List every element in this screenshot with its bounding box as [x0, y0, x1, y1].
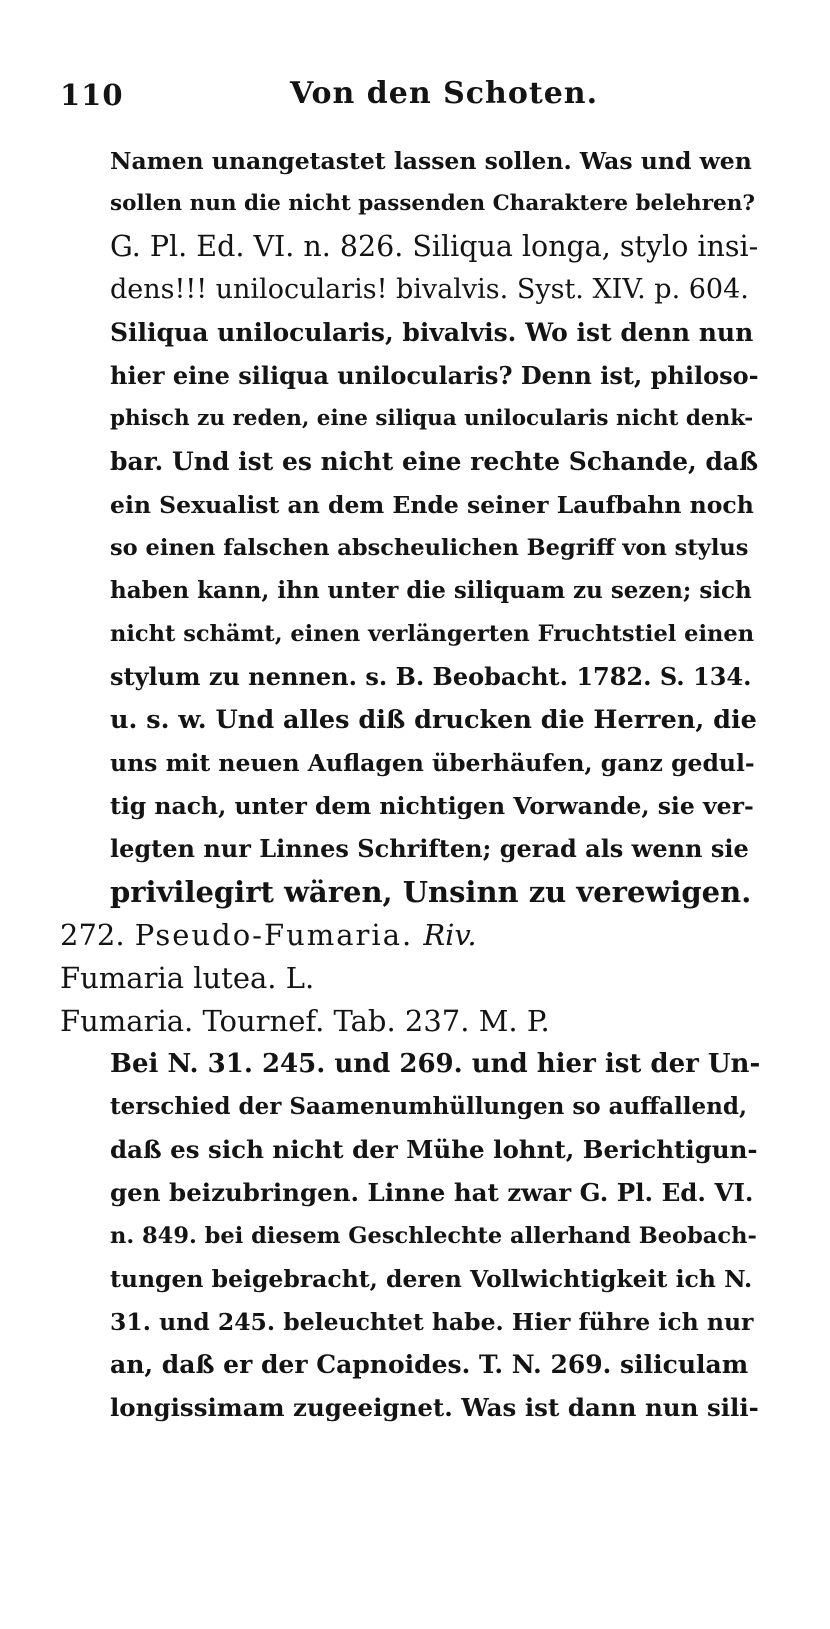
text-line: tig nach, unter dem nichtigen Vorwande, sie ver- [110, 792, 754, 820]
entry-number: 272. [60, 918, 125, 952]
entry-heading [60, 917, 760, 953]
text-line: legten nur Linnes Schriften; gerad als wenn sie [110, 834, 749, 863]
entry-author: Riv. [423, 918, 477, 952]
text-line: nicht schämt, einen verlängerten Fruchtstiel einen [110, 621, 755, 647]
text-line: Bei N. 31. 245. und 269. und hier ist der Un- [110, 1049, 761, 1079]
text-line: uns mit neuen Auflagen überhäufen, ganz gedul- [110, 749, 755, 777]
text-line: stylum zu nennen. s. B. Beobacht. 1782. S. 134. [110, 662, 752, 691]
text-line: G. Pl. Ed. VI. n. 826. Siliqua longa, stylo insi- [110, 230, 759, 263]
text-line: hier eine siliqua unilocularis? Denn ist, philoso- [110, 361, 759, 390]
text-line: daß es sich nicht der Mühe lohnt, Berichtigun- [110, 1135, 758, 1164]
text-line: u. s. w. Und alles diß drucken die Herren, die [110, 705, 757, 735]
page-number: 110 [60, 78, 124, 112]
running-title: Von den Schoten. [290, 76, 599, 111]
text-line: haben kann, ihn unter die siliquam zu sezen; sich [110, 577, 752, 604]
text-line: gen beizubringen. Linne hat zwar G. Pl. Ed. VI. [110, 1178, 754, 1207]
synonym-line: Fumaria. Tournef. Tab. 237. M. P. [60, 1004, 550, 1038]
text-line: Siliqua unilocularis, bivalvis. Wo ist denn nun [110, 318, 754, 347]
text-line: dens!!! unilocularis! bivalvis. Syst. XIV. p. 604. [110, 274, 749, 305]
text-line: 31. und 245. beleuchtet habe. Hier führe ich nur [110, 1308, 754, 1336]
text-line: ein Sexualist an dem Ende seiner Laufbahn noch [110, 491, 754, 519]
text-line: phisch zu reden, eine siliqua unilocularis nicht denk- [110, 406, 754, 431]
text-line: bar. Und ist es nicht eine rechte Schande, daß [110, 447, 759, 476]
text-line: an, daß er der Capnoides. T. N. 269. siliculam [110, 1350, 749, 1379]
page-header [60, 72, 780, 122]
text-line: so einen falschen abscheulichen Begriff von stylus [110, 535, 749, 561]
text-line: n. 849. bei diesem Geschlechte allerhand Beobach- [110, 1223, 757, 1249]
text-line: sollen nun die nicht passenden Charaktere belehren? [110, 191, 755, 216]
text-line: longissimam zugeeignet. Was ist dann nun sili- [110, 1393, 759, 1422]
text-line: Namen unangetastet lassen sollen. Was und wen [110, 147, 752, 175]
entry-title: Pseudo-Fumaria. [134, 918, 414, 952]
text-line: privilegirt wären, Unsinn zu verewigen. [110, 875, 752, 909]
synonym-line: Fumaria lutea. L. [60, 961, 315, 995]
text-line: tungen beigebracht, deren Vollwichtigkeit ich N. [110, 1265, 753, 1293]
text-line: terschied der Saamenumhüllungen so auffallend, [110, 1093, 747, 1120]
